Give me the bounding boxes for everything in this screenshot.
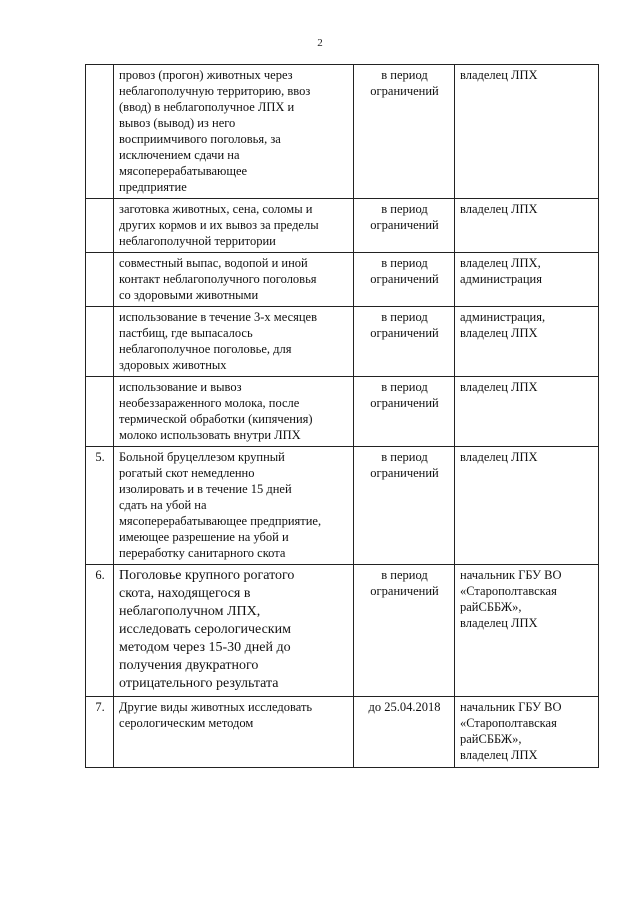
measure-line: отрицательного результата bbox=[119, 676, 279, 691]
measure-line: исключением сдачи на bbox=[119, 148, 240, 162]
measure-line: использование в течение 3-х месяцев bbox=[119, 310, 318, 324]
measure-line: контакт неблагополучного поголовья bbox=[119, 272, 317, 286]
measure-line: Поголовье крупного рогатого bbox=[119, 568, 295, 583]
period-cell: в период ограничений bbox=[354, 199, 455, 253]
measure-line: сдать на убой на bbox=[119, 498, 207, 512]
measure-line: необеззараженного молока, после bbox=[119, 396, 300, 410]
responsible-cell: начальник ГБУ ВО «Старополтавская райСББЖ», владелец ЛПХ bbox=[455, 697, 599, 768]
responsible-cell: владелец ЛПХ bbox=[455, 65, 599, 199]
table-row bbox=[86, 199, 599, 253]
responsible-cell: начальник ГБУ ВО «Старополтавская райСББЖ», владелец ЛПХ bbox=[455, 565, 599, 697]
measure-line: других кормов и их вывоз за пределы bbox=[119, 218, 319, 232]
responsible-cell: владелец ЛПХ bbox=[455, 377, 599, 447]
table-row bbox=[86, 307, 599, 377]
period-cell: в период ограничений bbox=[354, 565, 455, 697]
measure-cell bbox=[114, 307, 354, 377]
measure-line: получения двукратного bbox=[119, 658, 259, 673]
row-number-cell bbox=[86, 253, 114, 307]
measure-line: скота, находящегося в bbox=[119, 586, 251, 601]
measure-line: неблагополучном ЛПХ, bbox=[119, 604, 261, 619]
measure-line: изолировать и в течение 15 дней bbox=[119, 482, 292, 496]
measure-line: серологическим методом bbox=[119, 716, 254, 730]
table-row bbox=[86, 565, 599, 697]
row-number-cell bbox=[86, 65, 114, 199]
row-number-cell bbox=[86, 377, 114, 447]
measure-line: мясоперерабатывающее предприятие, bbox=[119, 514, 322, 528]
measure-line: со здоровыми животными bbox=[119, 288, 259, 302]
row-number-cell: 5. bbox=[86, 447, 114, 565]
row-number-cell: 6. bbox=[86, 565, 114, 697]
period-cell: в период ограничений bbox=[354, 253, 455, 307]
measure-line: переработку санитарного скота bbox=[119, 546, 286, 560]
measure-line: восприимчивого поголовья, за bbox=[119, 132, 281, 146]
table-row bbox=[86, 447, 599, 565]
measure-line: Больной бруцеллезом крупный bbox=[119, 450, 285, 464]
row-number-cell bbox=[86, 307, 114, 377]
measure-line: использование и вывоз bbox=[119, 380, 242, 394]
period-cell: в период ограничений bbox=[354, 377, 455, 447]
period-cell: до 25.04.2018 bbox=[354, 697, 455, 768]
measure-cell bbox=[114, 65, 354, 199]
measure-cell bbox=[114, 199, 354, 253]
measure-line: исследовать серологическим bbox=[119, 622, 291, 637]
measure-line: здоровых животных bbox=[119, 358, 227, 372]
measure-line: совместный выпас, водопой и иной bbox=[119, 256, 308, 270]
measure-cell bbox=[114, 253, 354, 307]
measure-cell bbox=[114, 377, 354, 447]
measures-table bbox=[85, 64, 599, 768]
row-number-cell: 7. bbox=[86, 697, 114, 768]
measure-line: неблагополучную территорию, ввоз bbox=[119, 84, 311, 98]
measure-line: вывоз (вывод) из него bbox=[119, 116, 236, 130]
measure-line: рогатый скот немедленно bbox=[119, 466, 255, 480]
measure-line: неблагополучное поголовье, для bbox=[119, 342, 292, 356]
measure-line: пастбищ, где выпасалось bbox=[119, 326, 253, 340]
period-cell: в период ограничений bbox=[354, 307, 455, 377]
table-row bbox=[86, 253, 599, 307]
measure-cell bbox=[114, 697, 354, 768]
measure-line: (ввод) в неблагополучное ЛПХ и bbox=[119, 100, 295, 114]
measure-cell bbox=[114, 565, 354, 697]
responsible-cell: владелец ЛПХ, администрация bbox=[455, 253, 599, 307]
row-number-cell bbox=[86, 199, 114, 253]
period-cell: в период ограничений bbox=[354, 65, 455, 199]
measure-line: неблагополучной территории bbox=[119, 234, 276, 248]
measure-line: провоз (прогон) животных через bbox=[119, 68, 293, 82]
measure-line: мясоперерабатывающее bbox=[119, 164, 248, 178]
period-cell: в период ограничений bbox=[354, 447, 455, 565]
measure-cell bbox=[114, 447, 354, 565]
table-row bbox=[86, 377, 599, 447]
measure-line: Другие виды животных исследовать bbox=[119, 700, 313, 714]
measure-line: методом через 15-30 дней до bbox=[119, 640, 291, 655]
measure-line: заготовка животных, сена, соломы и bbox=[119, 202, 313, 216]
measure-line: термической обработки (кипячения) bbox=[119, 412, 313, 426]
page-number: 2 bbox=[317, 37, 323, 49]
measure-line: имеющее разрешение на убой и bbox=[119, 530, 289, 544]
measure-line: предприятие bbox=[119, 180, 187, 194]
responsible-cell: администрация, владелец ЛПХ bbox=[455, 307, 599, 377]
measure-line: молоко использовать внутри ЛПХ bbox=[119, 428, 301, 442]
table-row bbox=[86, 697, 599, 768]
responsible-cell: владелец ЛПХ bbox=[455, 447, 599, 565]
table-row bbox=[86, 65, 599, 199]
responsible-cell: владелец ЛПХ bbox=[455, 199, 599, 253]
